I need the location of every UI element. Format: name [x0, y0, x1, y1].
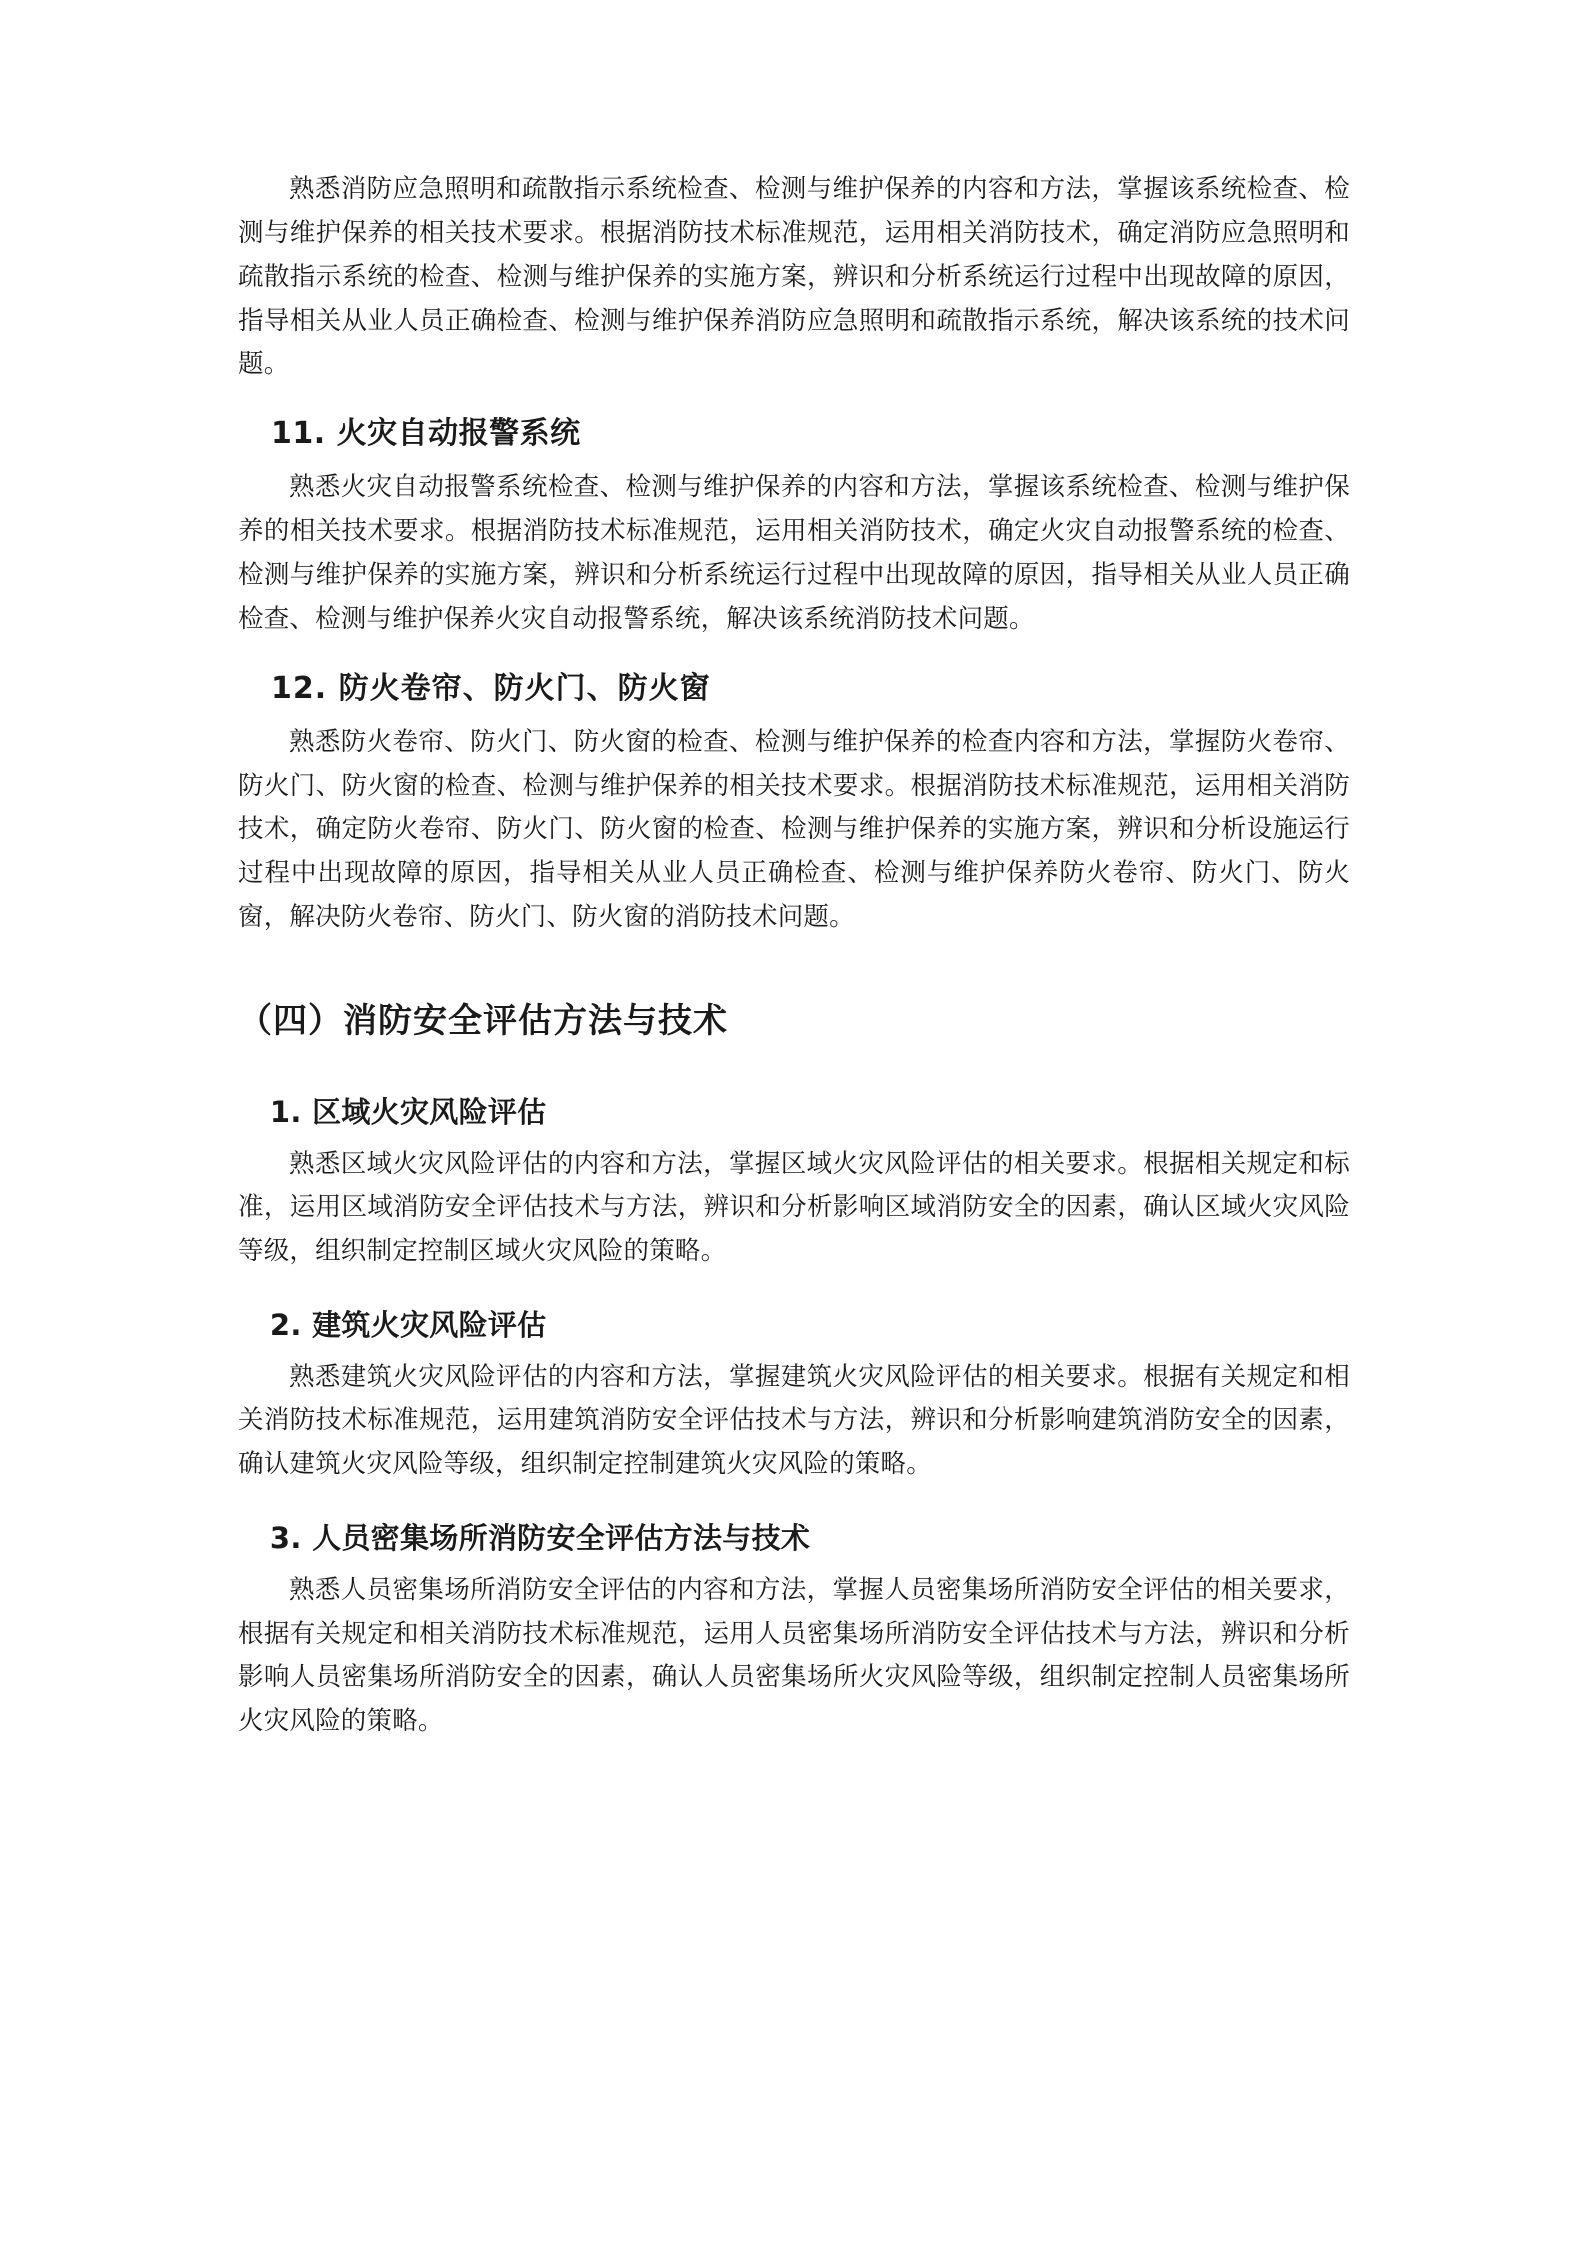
paragraph-fire-alarm-system: 熟悉火灾自动报警系统检查、检测与维护保养的内容和方法，掌握该系统检查、检测与维护保养的相关技术要求。根据消防技术标准规范，运用相关消防技术，确定火灾自动报警系统的检查、检测与维护保养的实施方案，辨识和分析系统运行过程中出现故障的原因，指导相关从业人员正确检查、检测与维护保养火灾自动报警系统，解决该系统消防技术问题。 — [238, 472, 1350, 634]
paragraph-crowded-places-assessment: 熟悉人员密集场所消防安全评估的内容和方法，掌握人员密集场所消防安全评估的相关要求，根据有关规定和相关消防技术标准规范，运用人员密集场所消防安全评估技术与方法，辨识和分析影响人员密集场所消防安全的因素，确认人员密集场所火灾风险等级，组织制定控制人员密集场所火灾风险的策略。 — [238, 1574, 1350, 1737]
heading-2-building-fire-risk-assessment: 2. 建筑火灾风险评估 — [269, 1308, 547, 1343]
heading-1-regional-fire-risk-assessment: 1. 区域火灾风险评估 — [269, 1095, 547, 1130]
paragraph-fire-shutter-door-window: 熟悉防火卷帘、防火门、防火窗的检查、检测与维护保养的检查内容和方法，掌握防火卷帘、防火门、防火窗的检查、检测与维护保养的相关技术要求。根据消防技术标准规范，运用相关消防技术，确定防火卷帘、防火门、防火窗的检查、检测与维护保养的实施方案，辨识和分析设施运行过程中出现故障的原因，指导相关从业人员正确检查、检测与维护保养防火卷帘、防火门、防火窗，解决防火卷帘、防火门、防火窗的消防技术问题。 — [238, 726, 1350, 933]
paragraph-building-fire-risk-assessment: 熟悉建筑火灾风险评估的内容和方法，掌握建筑火灾风险评估的相关要求。根据有关规定和相关消防技术标准规范，运用建筑消防安全评估技术与方法，辨识和分析影响建筑消防安全的因素，确认建筑火灾风险等级，组织制定控制建筑火灾风险的策略。 — [238, 1361, 1350, 1480]
heading-12-fire-shutter-door-window: 12. 防火卷帘、防火门、防火窗 — [271, 670, 711, 706]
document-body — [238, 168, 1350, 1750]
heading-3-crowded-places-assessment: 3. 人员密集场所消防安全评估方法与技术 — [269, 1521, 811, 1556]
heading-section-four: （四）消防安全评估方法与技术 — [238, 1001, 728, 1042]
heading-11-fire-alarm-system: 11. 火灾自动报警系统 — [271, 416, 581, 452]
paragraph-emergency-lighting: 熟悉消防应急照明和疏散指示系统检查、检测与维护保养的内容和方法，掌握该系统检查、检测与维护保养的相关技术要求。根据消防技术标准规范，运用相关消防技术，确定消防应急照明和疏散指示系统的检查、检测与维护保养的实施方案，辨识和分析系统运行过程中出现故障的原因，指导相关从业人员正确检查、检测与维护保养消防应急照明和疏散指示系统，解决该系统的技术问题。 — [238, 174, 1350, 380]
paragraph-regional-fire-risk-assessment: 熟悉区域火灾风险评估的内容和方法，掌握区域火灾风险评估的相关要求。根据相关规定和标准，运用区域消防安全评估技术与方法，辨识和分析影响区域消防安全的因素，确认区域火灾风险等级，组织制定控制区域火灾风险的策略。 — [238, 1148, 1350, 1267]
